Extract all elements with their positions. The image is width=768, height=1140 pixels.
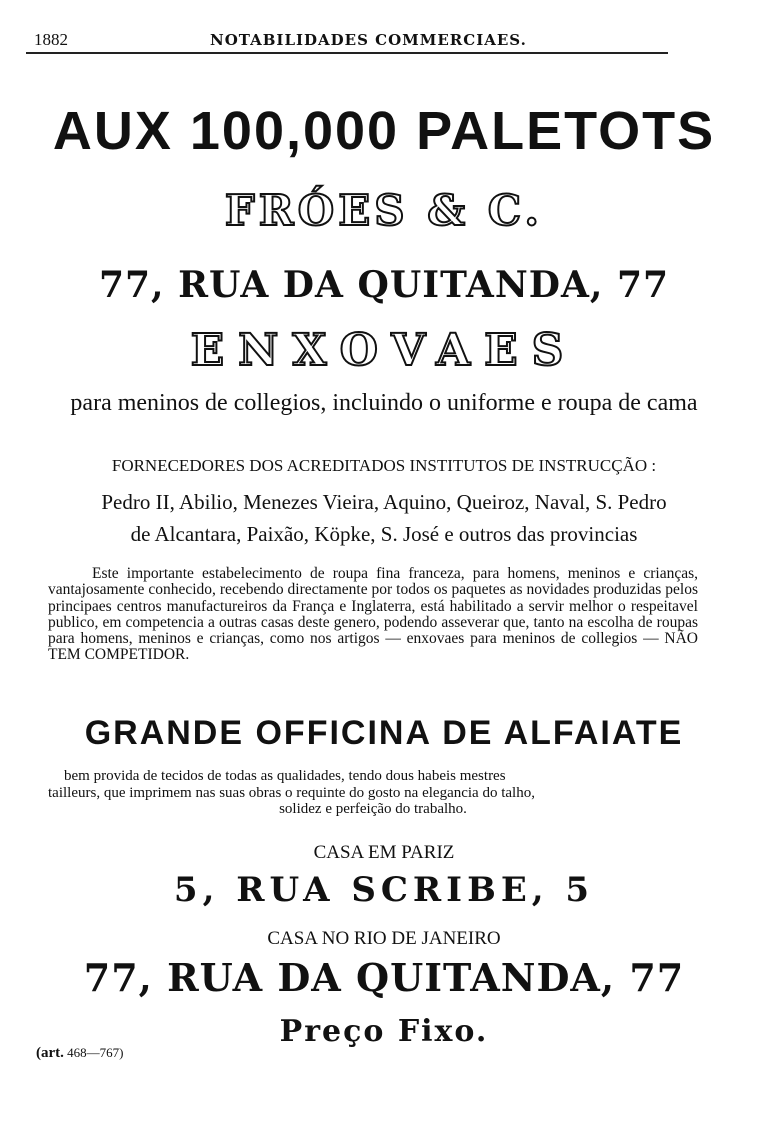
schools-line-1-text: Pedro II, Abilio, Menezes Vieira, Aquino, Queiroz, Naval, S. Pedro xyxy=(101,490,667,514)
suppliers-heading-text: FORNECEDORES DOS ACREDITADOS INSTITUTOS DE INSTRUCÇÃO : xyxy=(111,456,657,475)
schools-line-2 xyxy=(0,522,768,547)
workshop-line-3: solidez e perfeição do trabalho. xyxy=(279,801,467,817)
suppliers-heading xyxy=(0,456,768,476)
reference-prefix: (art. xyxy=(36,1045,64,1061)
schools-line-1 xyxy=(0,490,768,515)
workshop-heading xyxy=(0,714,768,753)
fixed-price: Preço Fixo. xyxy=(279,1014,489,1049)
rio-address xyxy=(0,955,768,1000)
workshop-line-1: bem provida de tecidos de todas as qualidades, tendo dous habeis mestres xyxy=(64,768,506,784)
paris-address: 5, RUA SCRIBE, 5 xyxy=(173,870,595,910)
running-title: NOTABILIDADES COMMERCIAES. xyxy=(210,31,527,49)
header-rule xyxy=(26,52,668,54)
firm-name: FRÓES & C. xyxy=(224,186,544,235)
workshop-paragraph xyxy=(48,768,698,818)
workshop-line-2: tailleurs, que imprimem nas suas obras o requinte do gosto na elegancia do talho, xyxy=(48,784,535,801)
enxovaes-heading: ENXOVAES xyxy=(190,325,578,376)
rio-label: CASA NO RIO DE JANEIRO xyxy=(267,928,501,949)
workshop-heading-text: GRANDE OFFICINA DE ALFAIATE xyxy=(84,714,684,752)
rio-address-text: 77, RUA DA QUITANDA, 77 xyxy=(83,955,685,1000)
headline-text: AUX 100,000 PALETOTS xyxy=(52,101,716,161)
page-year: 1882 xyxy=(34,30,68,49)
paris-label: CASA EM PARIZ xyxy=(313,842,455,863)
reference-note xyxy=(36,1045,124,1062)
reference-number: 468—767) xyxy=(67,1045,124,1060)
description-paragraph xyxy=(48,566,698,664)
address-top-text: 77, RUA DA QUITANDA, 77 xyxy=(98,264,670,306)
address-top xyxy=(0,264,768,306)
schools-line-2-text: de Alcantara, Paixão, Köpke, S. José e outros das provincias xyxy=(130,522,638,546)
enxovaes-subtitle-text: para meninos de collegios, incluindo o uniforme e roupa de cama xyxy=(70,390,698,416)
ad-headline xyxy=(0,100,768,162)
description-text: Este importante estabelecimento de roupa fina franceza, para homens, meninos e crianças, vantajosamente conhecido, recebendo directamente por todos os paquetes as novidades produzidas pelos principaes centros manufactureiros da França e Inglaterra, está habilitado a servir melhor o respeitavel publico, em competencia a outras casas deste genero, podendo asseverar que, tanto na escolha de roupas para homens, meninos e crianças, como nos artigos — enxovaes para meninos de collegios — NÃO TEM COMPETIDOR. xyxy=(48,565,698,664)
enxovaes-subtitle xyxy=(0,390,768,417)
